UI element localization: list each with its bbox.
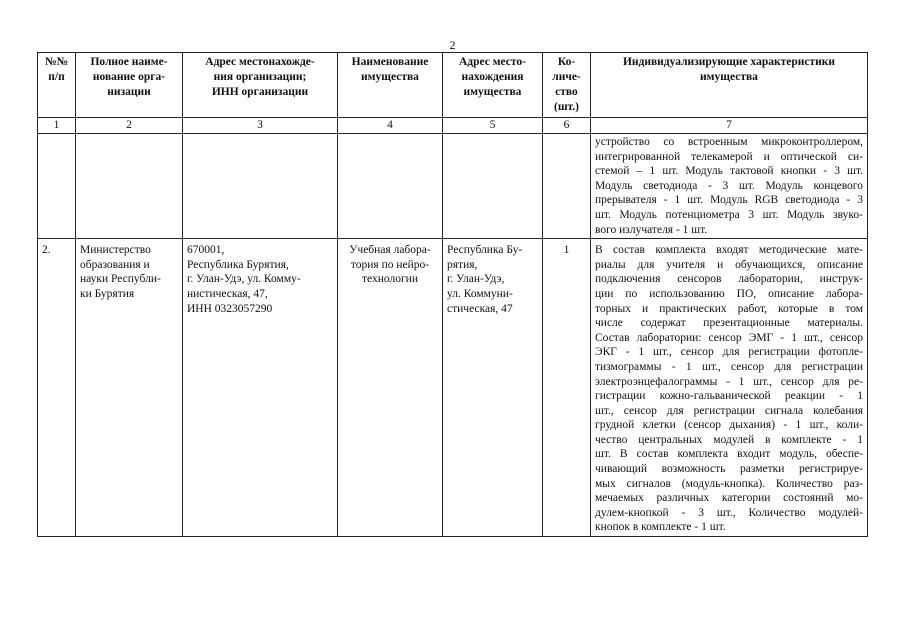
table-cell [38, 134, 76, 239]
header-cell-org-address: Адрес местонахожде- ния организации; ИНН организации [183, 53, 338, 118]
property-table [37, 52, 868, 537]
table-row [38, 239, 868, 537]
characteristics-cell: В состав комплекта входят методические мате- риалы для учителя и обучающихся, описание подключения сенсоров лаборатории, инструк- ции по использованию ПО, описание лабора- торных и практических работ, которые в том числе содержат презентационные материалы. Состав лаборатории: сенсор ЭМГ - 1 шт., сенсор ЭКГ - 1 шт., сенсор для регистрации фотопле- тизмограммы - 1 шт., сенсор для регистрации электроэнцефалограммы - 1 шт., сенсор для ре- гистрации кожно-гальванической реакции - 1 шт., сенсор для регистрации сигнала колебания грудной клетки (сенсор дыхания) - 1 шт., коли- чество центральных модулей в комплекте - 1 шт. В состав комплекта входит модуль, обеспе- чивающий возможность разметки регистрируе- мых сигналов (модуль-кнопка). Количество раз- мечаемых различных категории состояний мо- дулем-кнопкой - 3 шт., Количество модулей- кнопок в комплекте - 1 шт. [591, 239, 868, 537]
characteristics-continuation-cell: устройство со встроенным микроконтроллером, интегрированной телекамерой и оптической си- стемой – 1 шт. Модуль тактовой кнопки - 3 шт. Модуль светодиода - 3 шт. Модуль концевого прерывателя - 1 шт. Модуль RGB светодиода - 3 шт. Модуль потенциометра 3 шт. Модуль звуко- вого излучателя - 1 шт. [591, 134, 868, 239]
header-cell-property-address: Адрес место- нахождения имущества [443, 53, 543, 118]
table-cell [443, 134, 543, 239]
column-number: 4 [338, 118, 443, 134]
org-name-cell: Министерство образования и науки Республи- ки Бурятия [76, 239, 183, 537]
table-cell [183, 134, 338, 239]
header-cell-characteristics: Индивидуализирующие характеристики имущества [591, 53, 868, 118]
table-cell [543, 134, 591, 239]
page-number: 2 [449, 38, 456, 52]
header-cell-property-name: Наименование имущества [338, 53, 443, 118]
column-number: 2 [76, 118, 183, 134]
column-number: 7 [591, 118, 868, 134]
property-address-cell: Республика Бу- рятия, г. Улан-Удэ, ул. Коммуни- стическая, 47 [443, 239, 543, 537]
column-number: 3 [183, 118, 338, 134]
column-number: 1 [38, 118, 76, 134]
column-number: 6 [543, 118, 591, 134]
table-cell [338, 134, 443, 239]
quantity-cell: 1 [543, 239, 591, 537]
column-number-row [38, 118, 868, 134]
org-address-cell: 670001, Республика Бурятия, г. Улан-Удэ, ул. Комму- нистическая, 47, ИНН 0323057290 [183, 239, 338, 537]
header-cell-org-name: Полное наиме- нование орга- низации [76, 53, 183, 118]
column-number: 5 [443, 118, 543, 134]
header-row [38, 53, 868, 118]
header-cell-number: №№ п/п [38, 53, 76, 118]
property-name-cell: Учебная лабора- тория по нейро- технологии [338, 239, 443, 537]
table-row-continuation [38, 134, 868, 239]
header-cell-quantity: Ко- личе- ство (шт.) [543, 53, 591, 118]
table-cell [76, 134, 183, 239]
row-number-cell: 2. [38, 239, 76, 537]
